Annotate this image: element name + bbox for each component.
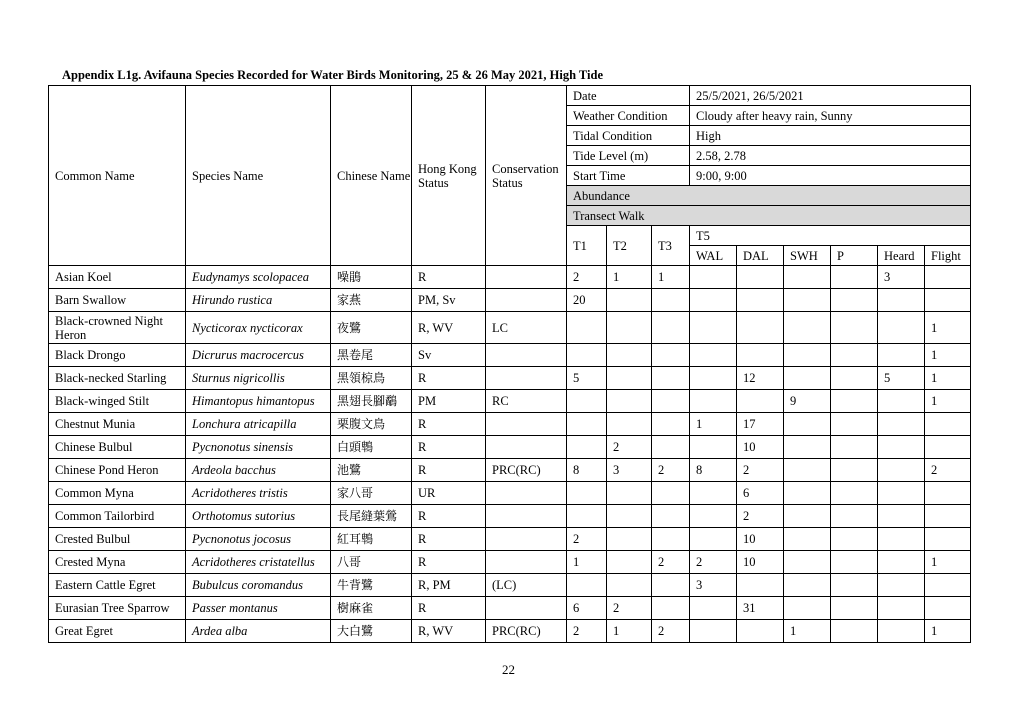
cell-heard <box>878 505 925 528</box>
cell-heard <box>878 482 925 505</box>
table-row <box>49 528 971 551</box>
cell-hk-status: R <box>412 528 486 551</box>
header-heard: Heard <box>878 246 925 266</box>
cell-chinese-name: 噪鵑 <box>331 266 412 289</box>
cell-species-name: Eudynamys scolopacea <box>186 266 331 289</box>
cell-heard <box>878 597 925 620</box>
cell-t1: 6 <box>567 597 607 620</box>
cell-swh <box>784 289 831 312</box>
cell-wal <box>690 528 737 551</box>
cell-dal <box>737 574 784 597</box>
table-row <box>49 597 971 620</box>
date-value: 25/5/2021, 26/5/2021 <box>690 86 971 106</box>
cell-swh <box>784 551 831 574</box>
cell-wal <box>690 620 737 643</box>
cell-t2 <box>607 551 652 574</box>
cell-chinese-name: 牛背鷺 <box>331 574 412 597</box>
cell-t3: 1 <box>652 266 690 289</box>
header-chinese-name: Chinese Name <box>331 86 412 266</box>
cell-t3 <box>652 312 690 344</box>
cell-chinese-name: 夜鷺 <box>331 312 412 344</box>
cell-dal <box>737 620 784 643</box>
table-row <box>49 289 971 312</box>
cell-t3: 2 <box>652 620 690 643</box>
cell-t3 <box>652 436 690 459</box>
cell-t2 <box>607 390 652 413</box>
cell-species-name: Passer montanus <box>186 597 331 620</box>
cell-p <box>831 390 878 413</box>
cell-common-name: Eastern Cattle Egret <box>49 574 186 597</box>
cell-conservation-status: LC <box>486 312 567 344</box>
cell-dal: 10 <box>737 436 784 459</box>
cell-wal <box>690 367 737 390</box>
cell-p <box>831 482 878 505</box>
cell-t2 <box>607 482 652 505</box>
table-row <box>49 344 971 367</box>
table-row <box>49 413 971 436</box>
cell-hk-status: PM <box>412 390 486 413</box>
header-t1: T1 <box>567 226 607 266</box>
cell-t1: 1 <box>567 551 607 574</box>
cell-flight <box>925 482 971 505</box>
table-row <box>49 266 971 289</box>
weather-label: Weather Condition <box>567 106 690 126</box>
cell-hk-status: R, PM <box>412 574 486 597</box>
cell-dal: 2 <box>737 505 784 528</box>
cell-hk-status: R <box>412 551 486 574</box>
table-row <box>49 459 971 482</box>
table-row <box>49 505 971 528</box>
cell-common-name: Barn Swallow <box>49 289 186 312</box>
cell-t2: 2 <box>607 436 652 459</box>
cell-p <box>831 312 878 344</box>
cell-t2: 3 <box>607 459 652 482</box>
cell-dal: 12 <box>737 367 784 390</box>
cell-t1 <box>567 574 607 597</box>
transect-walk-label: Transect Walk <box>567 206 971 226</box>
cell-flight: 1 <box>925 620 971 643</box>
cell-swh <box>784 266 831 289</box>
cell-p <box>831 289 878 312</box>
start-time-value: 9:00, 9:00 <box>690 166 971 186</box>
cell-species-name: Lonchura atricapilla <box>186 413 331 436</box>
table-row <box>49 620 971 643</box>
header-conservation-status: Conservation Status <box>486 86 567 266</box>
cell-flight <box>925 289 971 312</box>
cell-conservation-status <box>486 289 567 312</box>
cell-conservation-status <box>486 436 567 459</box>
cell-common-name: Black Drongo <box>49 344 186 367</box>
cell-flight <box>925 528 971 551</box>
cell-wal <box>690 505 737 528</box>
cell-t3 <box>652 390 690 413</box>
cell-t3 <box>652 597 690 620</box>
cell-species-name: Hirundo rustica <box>186 289 331 312</box>
cell-common-name: Crested Bulbul <box>49 528 186 551</box>
header-t3: T3 <box>652 226 690 266</box>
tidal-label: Tidal Condition <box>567 126 690 146</box>
cell-chinese-name: 紅耳鵯 <box>331 528 412 551</box>
cell-swh <box>784 312 831 344</box>
cell-flight <box>925 413 971 436</box>
cell-wal: 8 <box>690 459 737 482</box>
cell-chinese-name: 家八哥 <box>331 482 412 505</box>
cell-chinese-name: 栗腹文鳥 <box>331 413 412 436</box>
cell-chinese-name: 黑領椋鳥 <box>331 367 412 390</box>
cell-conservation-status <box>486 482 567 505</box>
cell-swh <box>784 344 831 367</box>
header-species-name: Species Name <box>186 86 331 266</box>
cell-hk-status: R, WV <box>412 620 486 643</box>
cell-common-name: Chestnut Munia <box>49 413 186 436</box>
cell-wal: 2 <box>690 551 737 574</box>
cell-dal: 10 <box>737 551 784 574</box>
cell-p <box>831 505 878 528</box>
cell-species-name: Acridotheres tristis <box>186 482 331 505</box>
cell-species-name: Ardeola bacchus <box>186 459 331 482</box>
cell-hk-status: R <box>412 413 486 436</box>
cell-conservation-status: PRC(RC) <box>486 459 567 482</box>
cell-dal: 10 <box>737 528 784 551</box>
cell-t3: 2 <box>652 459 690 482</box>
cell-hk-status: R <box>412 367 486 390</box>
cell-species-name: Nycticorax nycticorax <box>186 312 331 344</box>
cell-p <box>831 574 878 597</box>
table-row <box>49 482 971 505</box>
cell-species-name: Acridotheres cristatellus <box>186 551 331 574</box>
cell-p <box>831 551 878 574</box>
cell-chinese-name: 白頭鵯 <box>331 436 412 459</box>
cell-t1 <box>567 312 607 344</box>
cell-t2 <box>607 413 652 436</box>
cell-flight <box>925 266 971 289</box>
cell-hk-status: UR <box>412 482 486 505</box>
cell-wal <box>690 482 737 505</box>
cell-heard <box>878 574 925 597</box>
cell-t1: 20 <box>567 289 607 312</box>
cell-wal <box>690 266 737 289</box>
table-caption: Appendix L1g. Avifauna Species Recorded for Water Birds Monitoring, 25 & 26 May 2021, High Tide <box>62 68 604 82</box>
table-row <box>49 574 971 597</box>
cell-heard <box>878 459 925 482</box>
cell-hk-status: Sv <box>412 344 486 367</box>
cell-common-name: Common Myna <box>49 482 186 505</box>
cell-t2 <box>607 312 652 344</box>
cell-t3 <box>652 344 690 367</box>
cell-wal <box>690 597 737 620</box>
cell-p <box>831 620 878 643</box>
cell-species-name: Bubulcus coromandus <box>186 574 331 597</box>
header-wal: WAL <box>690 246 737 266</box>
cell-t1: 5 <box>567 367 607 390</box>
cell-flight: 1 <box>925 344 971 367</box>
cell-wal <box>690 289 737 312</box>
weather-value: Cloudy after heavy rain, Sunny <box>690 106 971 126</box>
cell-heard <box>878 390 925 413</box>
cell-swh <box>784 505 831 528</box>
cell-t2 <box>607 344 652 367</box>
cell-heard: 3 <box>878 266 925 289</box>
cell-chinese-name: 八哥 <box>331 551 412 574</box>
cell-p <box>831 266 878 289</box>
cell-p <box>831 597 878 620</box>
header-flight: Flight <box>925 246 971 266</box>
cell-t1 <box>567 482 607 505</box>
cell-chinese-name: 池鷺 <box>331 459 412 482</box>
species-table <box>48 85 971 643</box>
cell-t3 <box>652 482 690 505</box>
cell-t1 <box>567 436 607 459</box>
cell-swh <box>784 528 831 551</box>
cell-chinese-name: 黑卷尾 <box>331 344 412 367</box>
cell-species-name: Pycnonotus sinensis <box>186 436 331 459</box>
cell-chinese-name: 大白鷺 <box>331 620 412 643</box>
cell-common-name: Great Egret <box>49 620 186 643</box>
cell-wal <box>690 436 737 459</box>
cell-t1 <box>567 505 607 528</box>
cell-common-name: Black-crowned Night Heron <box>49 312 186 344</box>
cell-swh <box>784 436 831 459</box>
cell-dal: 2 <box>737 459 784 482</box>
cell-swh <box>784 367 831 390</box>
cell-chinese-name: 長尾縫葉鶯 <box>331 505 412 528</box>
header-hk-status: Hong Kong Status <box>412 86 486 266</box>
table-row <box>49 551 971 574</box>
cell-species-name: Ardea alba <box>186 620 331 643</box>
cell-flight: 1 <box>925 551 971 574</box>
cell-swh <box>784 574 831 597</box>
table-row <box>49 436 971 459</box>
cell-wal <box>690 344 737 367</box>
cell-t1: 2 <box>567 528 607 551</box>
cell-p <box>831 459 878 482</box>
cell-hk-status: R <box>412 597 486 620</box>
cell-heard: 5 <box>878 367 925 390</box>
cell-hk-status: R <box>412 459 486 482</box>
cell-wal: 3 <box>690 574 737 597</box>
header-p: P <box>831 246 878 266</box>
cell-conservation-status: (LC) <box>486 574 567 597</box>
cell-chinese-name: 黑翅長腳鷸 <box>331 390 412 413</box>
cell-dal <box>737 289 784 312</box>
cell-heard <box>878 289 925 312</box>
cell-species-name: Pycnonotus jocosus <box>186 528 331 551</box>
tide-level-value: 2.58, 2.78 <box>690 146 971 166</box>
cell-t3 <box>652 413 690 436</box>
cell-swh: 9 <box>784 390 831 413</box>
cell-t3 <box>652 574 690 597</box>
cell-heard <box>878 436 925 459</box>
cell-flight <box>925 436 971 459</box>
cell-dal: 31 <box>737 597 784 620</box>
cell-t1: 8 <box>567 459 607 482</box>
table-row <box>49 312 971 344</box>
cell-hk-status: R <box>412 505 486 528</box>
cell-p <box>831 344 878 367</box>
start-time-label: Start Time <box>567 166 690 186</box>
cell-conservation-status <box>486 528 567 551</box>
cell-conservation-status <box>486 505 567 528</box>
cell-swh <box>784 482 831 505</box>
cell-heard <box>878 620 925 643</box>
cell-conservation-status <box>486 344 567 367</box>
cell-t3 <box>652 505 690 528</box>
cell-flight <box>925 574 971 597</box>
header-t2: T2 <box>607 226 652 266</box>
cell-t2 <box>607 505 652 528</box>
cell-dal <box>737 266 784 289</box>
cell-species-name: Orthotomus sutorius <box>186 505 331 528</box>
cell-t2 <box>607 367 652 390</box>
cell-species-name: Sturnus nigricollis <box>186 367 331 390</box>
cell-common-name: Asian Koel <box>49 266 186 289</box>
cell-heard <box>878 551 925 574</box>
cell-dal: 6 <box>737 482 784 505</box>
cell-t3 <box>652 289 690 312</box>
tide-level-label: Tide Level (m) <box>567 146 690 166</box>
cell-common-name: Chinese Pond Heron <box>49 459 186 482</box>
header-dal: DAL <box>737 246 784 266</box>
abundance-label: Abundance <box>567 186 971 206</box>
cell-dal <box>737 390 784 413</box>
cell-common-name: Common Tailorbird <box>49 505 186 528</box>
cell-conservation-status <box>486 266 567 289</box>
header-t5: T5 <box>690 226 971 246</box>
cell-flight: 1 <box>925 390 971 413</box>
cell-conservation-status: PRC(RC) <box>486 620 567 643</box>
cell-heard <box>878 528 925 551</box>
cell-heard <box>878 312 925 344</box>
cell-common-name: Chinese Bulbul <box>49 436 186 459</box>
cell-conservation-status <box>486 597 567 620</box>
cell-common-name: Eurasian Tree Sparrow <box>49 597 186 620</box>
cell-t2 <box>607 528 652 551</box>
table-row <box>49 390 971 413</box>
cell-t1: 2 <box>567 620 607 643</box>
cell-t2: 1 <box>607 266 652 289</box>
cell-wal <box>690 390 737 413</box>
cell-species-name: Himantopus himantopus <box>186 390 331 413</box>
table-row <box>49 367 971 390</box>
cell-dal: 17 <box>737 413 784 436</box>
cell-heard <box>878 344 925 367</box>
cell-conservation-status <box>486 413 567 436</box>
cell-conservation-status <box>486 367 567 390</box>
cell-t2 <box>607 574 652 597</box>
cell-conservation-status: RC <box>486 390 567 413</box>
cell-swh: 1 <box>784 620 831 643</box>
cell-common-name: Black-winged Stilt <box>49 390 186 413</box>
cell-hk-status: R <box>412 436 486 459</box>
tidal-value: High <box>690 126 971 146</box>
cell-flight <box>925 505 971 528</box>
cell-t3 <box>652 528 690 551</box>
cell-flight <box>925 597 971 620</box>
cell-p <box>831 413 878 436</box>
cell-flight: 1 <box>925 312 971 344</box>
cell-t3: 2 <box>652 551 690 574</box>
cell-wal: 1 <box>690 413 737 436</box>
cell-hk-status: R, WV <box>412 312 486 344</box>
cell-flight: 2 <box>925 459 971 482</box>
cell-conservation-status <box>486 551 567 574</box>
cell-hk-status: PM, Sv <box>412 289 486 312</box>
date-label: Date <box>567 86 690 106</box>
cell-dal <box>737 312 784 344</box>
cell-dal <box>737 344 784 367</box>
cell-hk-status: R <box>412 266 486 289</box>
cell-t1 <box>567 413 607 436</box>
cell-t1 <box>567 344 607 367</box>
cell-t1 <box>567 390 607 413</box>
cell-p <box>831 436 878 459</box>
cell-common-name: Black-necked Starling <box>49 367 186 390</box>
cell-t2: 2 <box>607 597 652 620</box>
cell-flight: 1 <box>925 367 971 390</box>
cell-swh <box>784 459 831 482</box>
header-swh: SWH <box>784 246 831 266</box>
cell-chinese-name: 家燕 <box>331 289 412 312</box>
cell-t1: 2 <box>567 266 607 289</box>
cell-chinese-name: 樹麻雀 <box>331 597 412 620</box>
cell-swh <box>784 413 831 436</box>
cell-species-name: Dicrurus macrocercus <box>186 344 331 367</box>
cell-wal <box>690 312 737 344</box>
cell-p <box>831 367 878 390</box>
cell-p <box>831 528 878 551</box>
cell-common-name: Crested Myna <box>49 551 186 574</box>
header-common-name: Common Name <box>49 86 186 266</box>
cell-heard <box>878 413 925 436</box>
cell-t3 <box>652 367 690 390</box>
page-number: 22 <box>502 662 515 677</box>
cell-t2 <box>607 289 652 312</box>
cell-t2: 1 <box>607 620 652 643</box>
cell-swh <box>784 597 831 620</box>
